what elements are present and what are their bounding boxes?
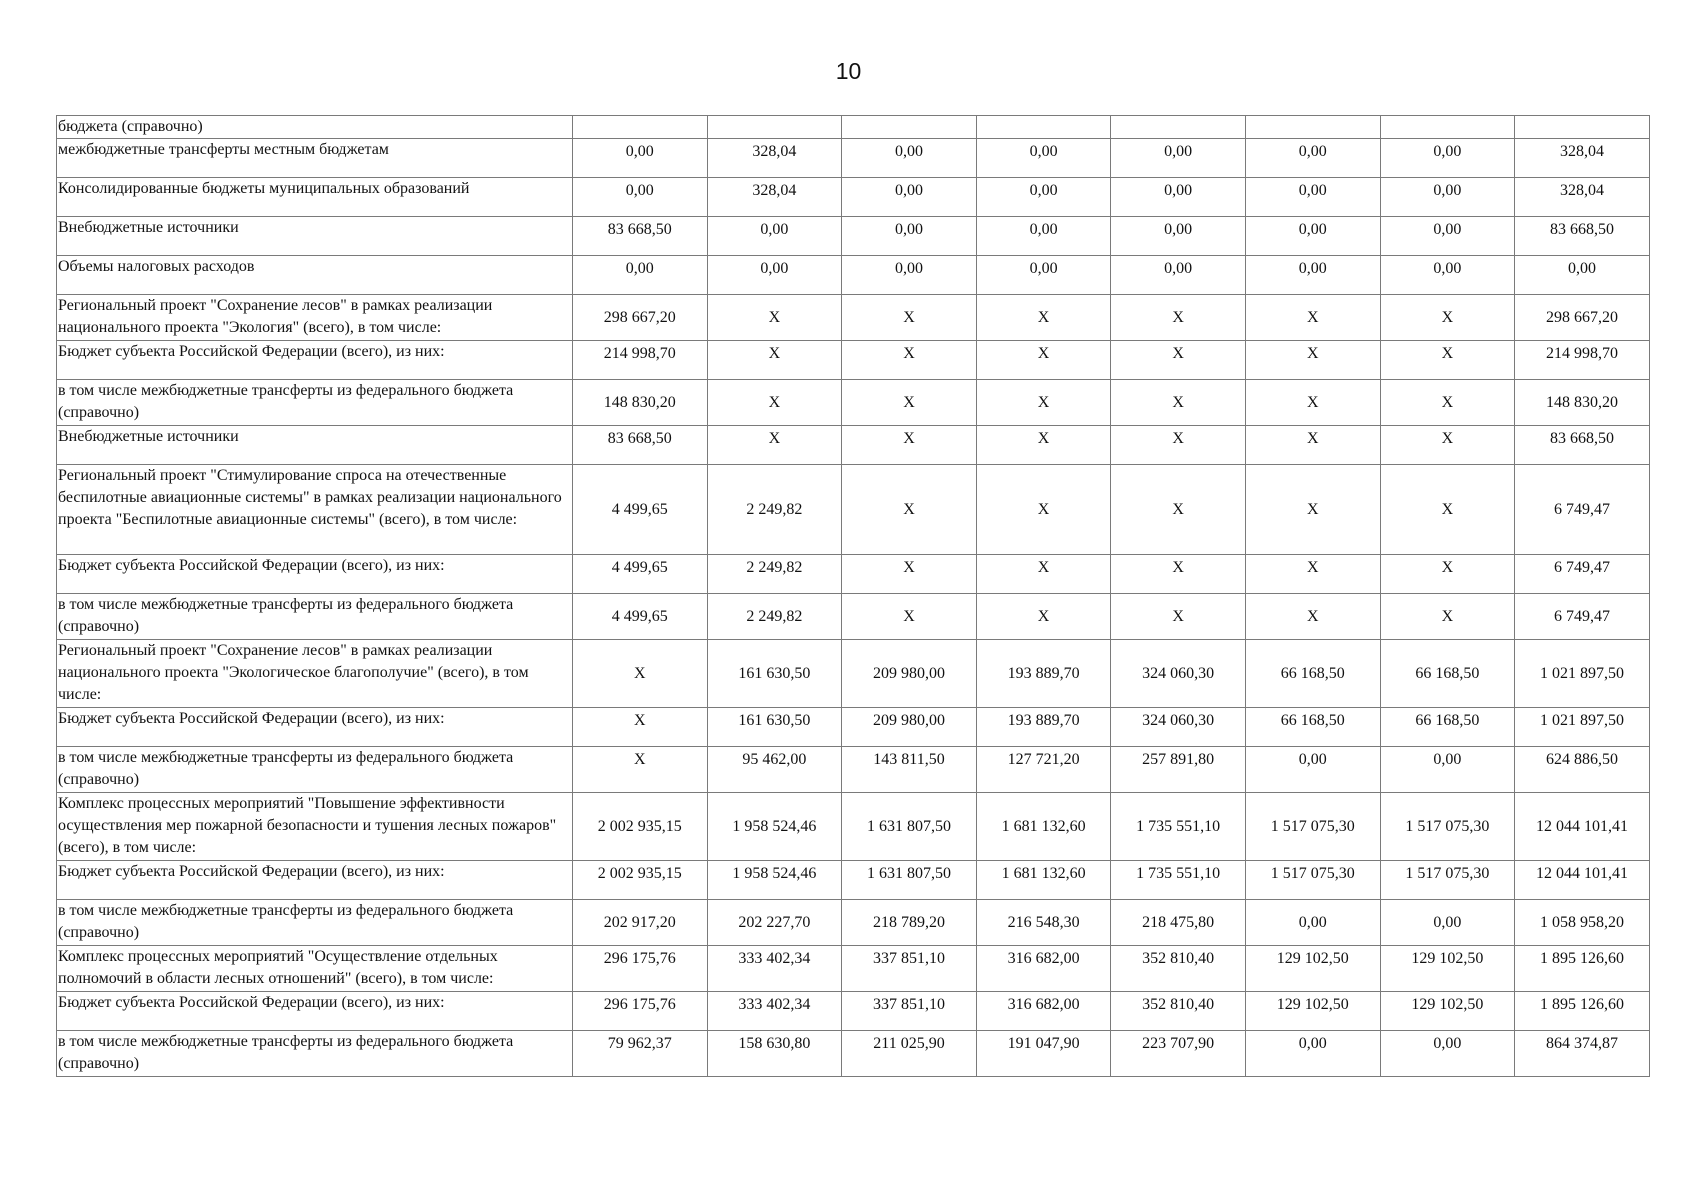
value-cell: 0,00 (842, 256, 977, 295)
value-cell: 191 047,90 (976, 1031, 1111, 1077)
value-cell: 202 227,70 (707, 900, 842, 946)
value-cell: 209 980,00 (842, 708, 977, 747)
value-cell: 337 851,10 (842, 946, 977, 992)
value-cell: X (842, 380, 977, 426)
value-cell: X (1245, 426, 1380, 465)
value-cell: 2 249,82 (707, 555, 842, 594)
value-cell: 161 630,50 (707, 708, 842, 747)
value-cell: 1 517 075,30 (1245, 861, 1380, 900)
value-cell: 1 958 524,46 (707, 861, 842, 900)
table-row (57, 139, 1650, 178)
value-cell: X (1380, 594, 1515, 640)
value-cell: 216 548,30 (976, 900, 1111, 946)
table-row (57, 594, 1650, 640)
row-label: Объемы налоговых расходов (57, 256, 573, 295)
row-label: в том числе межбюджетные трансферты из федерального бюджета (справочно) (57, 380, 573, 426)
value-cell: X (1380, 380, 1515, 426)
value-cell: X (1245, 594, 1380, 640)
value-cell: 257 891,80 (1111, 747, 1246, 793)
table-body (57, 116, 1650, 1077)
row-label: бюджета (справочно) (57, 116, 573, 139)
table-row (57, 640, 1650, 708)
value-cell: 66 168,50 (1380, 708, 1515, 747)
value-cell: 0,00 (1111, 178, 1246, 217)
value-cell: 0,00 (1245, 747, 1380, 793)
value-cell: 0,00 (842, 139, 977, 178)
row-label: Бюджет субъекта Российской Федерации (всего), из них: (57, 861, 573, 900)
value-cell: 337 851,10 (842, 992, 977, 1031)
value-cell: 211 025,90 (842, 1031, 977, 1077)
value-cell: 0,00 (1245, 178, 1380, 217)
row-label: Бюджет субъекта Российской Федерации (всего), из них: (57, 341, 573, 380)
value-cell: 0,00 (1245, 139, 1380, 178)
value-cell: 6 749,47 (1515, 465, 1650, 555)
value-cell: 0,00 (1380, 178, 1515, 217)
table-row (57, 747, 1650, 793)
value-cell: 4 499,65 (573, 555, 708, 594)
value-cell: X (707, 380, 842, 426)
row-label: Внебюджетные источники (57, 426, 573, 465)
value-cell: 1 517 075,30 (1380, 861, 1515, 900)
value-cell: 83 668,50 (1515, 426, 1650, 465)
value-cell: 193 889,70 (976, 640, 1111, 708)
row-label: Региональный проект "Стимулирование спроса на отечественные беспилотные авиационные системы" в рамках реализации национального проекта "Беспилотные авиационные системы" (всего), в том числе: (57, 465, 573, 555)
table-row (57, 178, 1650, 217)
table-row (57, 341, 1650, 380)
value-cell: 296 175,76 (573, 992, 708, 1031)
value-cell: 0,00 (1380, 747, 1515, 793)
value-cell (573, 116, 708, 139)
value-cell: X (1111, 380, 1246, 426)
value-cell: 202 917,20 (573, 900, 708, 946)
value-cell: 148 830,20 (1515, 380, 1650, 426)
value-cell: X (707, 341, 842, 380)
value-cell: 1 021 897,50 (1515, 640, 1650, 708)
table-row (57, 708, 1650, 747)
value-cell: 0,00 (707, 256, 842, 295)
value-cell: 298 667,20 (1515, 295, 1650, 341)
value-cell: 1 058 958,20 (1515, 900, 1650, 946)
value-cell: 218 475,80 (1111, 900, 1246, 946)
value-cell: 214 998,70 (573, 341, 708, 380)
value-cell: X (1380, 465, 1515, 555)
row-label: Бюджет субъекта Российской Федерации (всего), из них: (57, 708, 573, 747)
value-cell: 0,00 (1380, 256, 1515, 295)
value-cell: 324 060,30 (1111, 640, 1246, 708)
table-row (57, 465, 1650, 555)
value-cell: 0,00 (573, 178, 708, 217)
table-row (57, 217, 1650, 256)
value-cell: 193 889,70 (976, 708, 1111, 747)
table-row (57, 793, 1650, 861)
value-cell: X (1380, 555, 1515, 594)
value-cell: 2 002 935,15 (573, 861, 708, 900)
table-row (57, 555, 1650, 594)
value-cell: 0,00 (707, 217, 842, 256)
value-cell: 0,00 (842, 217, 977, 256)
value-cell: X (1245, 295, 1380, 341)
value-cell: 95 462,00 (707, 747, 842, 793)
row-label: межбюджетные трансферты местным бюджетам (57, 139, 573, 178)
value-cell: 2 002 935,15 (573, 793, 708, 861)
value-cell: 0,00 (976, 217, 1111, 256)
value-cell: 0,00 (1111, 256, 1246, 295)
value-cell: 298 667,20 (573, 295, 708, 341)
value-cell: X (1111, 555, 1246, 594)
value-cell: X (1245, 555, 1380, 594)
value-cell: X (1380, 341, 1515, 380)
value-cell: 1 681 132,60 (976, 861, 1111, 900)
value-cell: 328,04 (1515, 139, 1650, 178)
value-cell: X (976, 341, 1111, 380)
table-row (57, 256, 1650, 295)
row-label: в том числе межбюджетные трансферты из федерального бюджета (справочно) (57, 900, 573, 946)
value-cell: 66 168,50 (1380, 640, 1515, 708)
table-row (57, 116, 1650, 139)
value-cell: X (573, 708, 708, 747)
value-cell: 12 044 101,41 (1515, 793, 1650, 861)
value-cell: 0,00 (1380, 1031, 1515, 1077)
value-cell: 161 630,50 (707, 640, 842, 708)
value-cell: X (842, 465, 977, 555)
value-cell: 1 735 551,10 (1111, 793, 1246, 861)
row-label: Бюджет субъекта Российской Федерации (всего), из них: (57, 555, 573, 594)
value-cell: 2 249,82 (707, 594, 842, 640)
value-cell: X (1111, 594, 1246, 640)
value-cell: X (842, 341, 977, 380)
value-cell (1111, 116, 1246, 139)
value-cell: 6 749,47 (1515, 594, 1650, 640)
value-cell: X (1245, 380, 1380, 426)
value-cell: 333 402,34 (707, 992, 842, 1031)
value-cell: X (1111, 465, 1246, 555)
value-cell: 0,00 (842, 178, 977, 217)
value-cell: 1 021 897,50 (1515, 708, 1650, 747)
value-cell (1380, 116, 1515, 139)
table-row (57, 426, 1650, 465)
value-cell: 4 499,65 (573, 594, 708, 640)
value-cell: X (573, 640, 708, 708)
value-cell: X (1111, 426, 1246, 465)
row-label: Бюджет субъекта Российской Федерации (всего), из них: (57, 992, 573, 1031)
value-cell: 0,00 (1245, 256, 1380, 295)
value-cell: X (976, 295, 1111, 341)
row-label: Региональный проект "Сохранение лесов" в рамках реализации национального проекта "Экология" (всего), в том числе: (57, 295, 573, 341)
value-cell: X (842, 594, 977, 640)
value-cell: 0,00 (1515, 256, 1650, 295)
value-cell: 1 517 075,30 (1380, 793, 1515, 861)
value-cell: 129 102,50 (1245, 992, 1380, 1031)
value-cell: 0,00 (976, 256, 1111, 295)
value-cell: 1 631 807,50 (842, 861, 977, 900)
value-cell: X (976, 426, 1111, 465)
value-cell: 223 707,90 (1111, 1031, 1246, 1077)
value-cell: X (573, 747, 708, 793)
value-cell: 352 810,40 (1111, 992, 1246, 1031)
row-label: Консолидированные бюджеты муниципальных образований (57, 178, 573, 217)
table-row (57, 380, 1650, 426)
value-cell: 324 060,30 (1111, 708, 1246, 747)
value-cell: 12 044 101,41 (1515, 861, 1650, 900)
value-cell: 66 168,50 (1245, 640, 1380, 708)
value-cell: X (1111, 295, 1246, 341)
value-cell: X (1245, 465, 1380, 555)
value-cell: 864 374,87 (1515, 1031, 1650, 1077)
value-cell (1245, 116, 1380, 139)
value-cell: 1 895 126,60 (1515, 992, 1650, 1031)
value-cell: 0,00 (573, 256, 708, 295)
value-cell: 328,04 (707, 139, 842, 178)
value-cell: 0,00 (1380, 900, 1515, 946)
value-cell: 328,04 (707, 178, 842, 217)
value-cell (1515, 116, 1650, 139)
value-cell: X (842, 555, 977, 594)
value-cell: 148 830,20 (573, 380, 708, 426)
value-cell: 158 630,80 (707, 1031, 842, 1077)
row-label: Региональный проект "Сохранение лесов" в рамках реализации национального проекта "Экологическое благополучие" (всего), в том числе: (57, 640, 573, 708)
value-cell: X (976, 465, 1111, 555)
value-cell: 316 682,00 (976, 946, 1111, 992)
value-cell: 1 958 524,46 (707, 793, 842, 861)
value-cell: 0,00 (573, 139, 708, 178)
budget-table (56, 115, 1650, 1077)
value-cell: 83 668,50 (573, 426, 708, 465)
value-cell: 129 102,50 (1245, 946, 1380, 992)
value-cell: 333 402,34 (707, 946, 842, 992)
value-cell: 1 735 551,10 (1111, 861, 1246, 900)
value-cell: 0,00 (1245, 217, 1380, 256)
value-cell: 143 811,50 (842, 747, 977, 793)
value-cell: 127 721,20 (976, 747, 1111, 793)
value-cell: 0,00 (1380, 217, 1515, 256)
value-cell: 129 102,50 (1380, 946, 1515, 992)
value-cell: 66 168,50 (1245, 708, 1380, 747)
value-cell: 214 998,70 (1515, 341, 1650, 380)
value-cell: 1 895 126,60 (1515, 946, 1650, 992)
value-cell: 4 499,65 (573, 465, 708, 555)
value-cell: 328,04 (1515, 178, 1650, 217)
value-cell: X (1380, 295, 1515, 341)
table-row (57, 900, 1650, 946)
value-cell: 316 682,00 (976, 992, 1111, 1031)
value-cell: 0,00 (1245, 1031, 1380, 1077)
value-cell: 0,00 (1111, 139, 1246, 178)
value-cell: X (1111, 341, 1246, 380)
row-label: Внебюджетные источники (57, 217, 573, 256)
value-cell: 0,00 (1380, 139, 1515, 178)
value-cell: 2 249,82 (707, 465, 842, 555)
row-label: в том числе межбюджетные трансферты из федерального бюджета (справочно) (57, 594, 573, 640)
value-cell (976, 116, 1111, 139)
value-cell: X (707, 295, 842, 341)
row-label: Комплекс процессных мероприятий "Осуществление отдельных полномочий в области лесных отношений" (всего), в том числе: (57, 946, 573, 992)
table-row (57, 992, 1650, 1031)
value-cell (707, 116, 842, 139)
value-cell: X (1245, 341, 1380, 380)
value-cell (842, 116, 977, 139)
value-cell: 0,00 (1245, 900, 1380, 946)
value-cell: 1 517 075,30 (1245, 793, 1380, 861)
value-cell: 0,00 (1111, 217, 1246, 256)
value-cell: 0,00 (976, 178, 1111, 217)
page-number: 10 (835, 58, 862, 84)
table-row (57, 946, 1650, 992)
value-cell: 83 668,50 (1515, 217, 1650, 256)
value-cell: X (976, 555, 1111, 594)
value-cell: 218 789,20 (842, 900, 977, 946)
value-cell: 129 102,50 (1380, 992, 1515, 1031)
value-cell: 209 980,00 (842, 640, 977, 708)
value-cell: X (976, 380, 1111, 426)
table-row (57, 1031, 1650, 1077)
value-cell: 1 681 132,60 (976, 793, 1111, 861)
value-cell: X (842, 295, 977, 341)
value-cell: X (1380, 426, 1515, 465)
row-label: в том числе межбюджетные трансферты из федерального бюджета (справочно) (57, 1031, 573, 1077)
row-label: Комплекс процессных мероприятий "Повышение эффективности осуществления мер пожарной безопасности и тушения лесных пожаров" (всего), в том числе: (57, 793, 573, 861)
table-row (57, 861, 1650, 900)
value-cell: 296 175,76 (573, 946, 708, 992)
value-cell: X (976, 594, 1111, 640)
table-row (57, 295, 1650, 341)
value-cell: 83 668,50 (573, 217, 708, 256)
row-label: в том числе межбюджетные трансферты из федерального бюджета (справочно) (57, 747, 573, 793)
value-cell: X (707, 426, 842, 465)
value-cell: 6 749,47 (1515, 555, 1650, 594)
value-cell: 79 962,37 (573, 1031, 708, 1077)
value-cell: 1 631 807,50 (842, 793, 977, 861)
value-cell: 624 886,50 (1515, 747, 1650, 793)
value-cell: 0,00 (976, 139, 1111, 178)
value-cell: X (842, 426, 977, 465)
value-cell: 352 810,40 (1111, 946, 1246, 992)
